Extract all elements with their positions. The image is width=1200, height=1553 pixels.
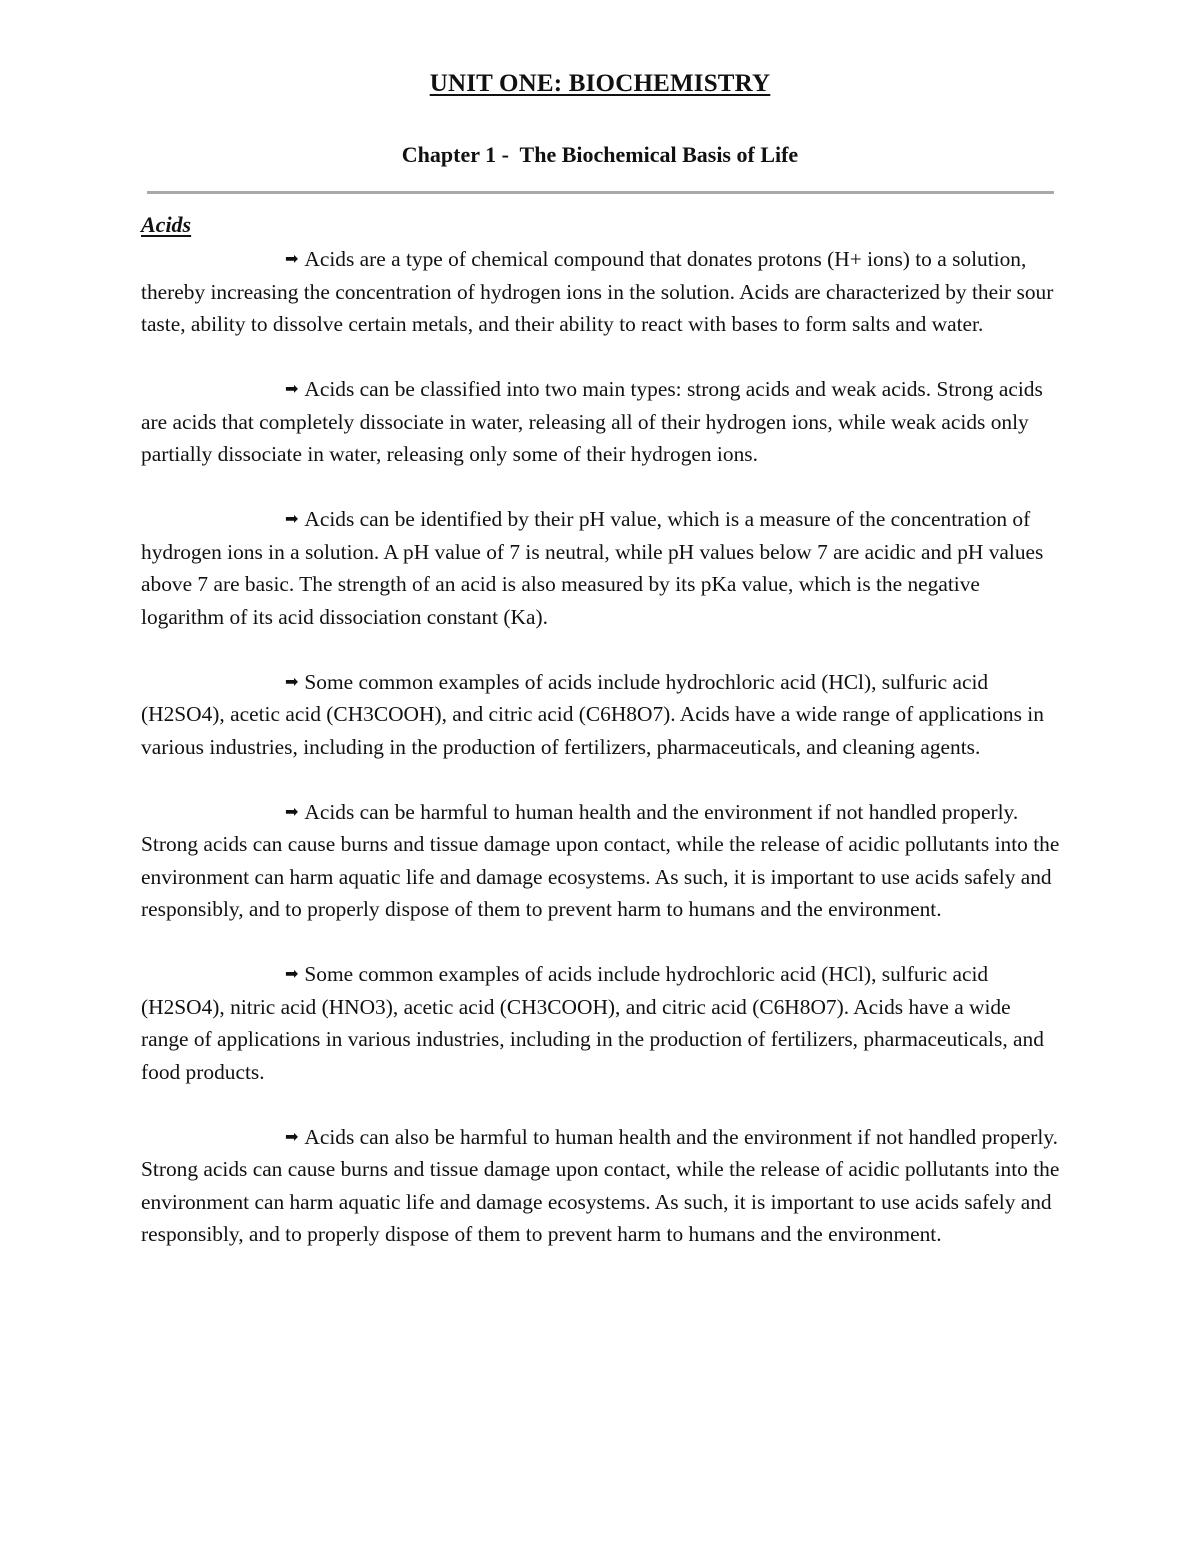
paragraph-text: Acids can be harmful to human health and the environment if not handled properly. Strong acids can cause burns and tissue damage upon contact, while the release of acidic pollutants into the environment can harm aquatic life and damage ecosystems. As such, it is important to use acids safely and responsibly, and to properly dispose of them to prevent harm to humans and the environment. [141, 799, 1060, 921]
right-arrow-icon: ➡ [285, 964, 299, 983]
paragraph [141, 796, 1061, 926]
paragraph-text: Acids can be classified into two main types: strong acids and weak acids. Strong acids are acids that completely dissociate in water, releasing all of their hydrogen ions, while weak acids only partially dissociate in water, releasing only some of their hydrogen ions. [141, 377, 1043, 466]
unit-title: UNIT ONE: BIOCHEMISTRY [429, 70, 771, 97]
paragraph-text: Acids are a type of chemical compound that donates protons (H+ ions) to a solution, thereby increasing the concentration of hydrogen ions in the solution. Acids are characterized by their sour taste, ability to dissolve certain metals, and their ability to react with bases to form salts and water. [141, 247, 1054, 336]
section-heading-acids: Acids [141, 212, 192, 237]
paragraph-text: Some common examples of acids include hydrochloric acid (HCl), sulfuric acid (H2SO4), acetic acid (CH3COOH), and citric acid (C6H8O7). Acids have a wide range of applications in various industries, including in the production of fertilizers, pharmaceuticals, and cleaning agents. [141, 669, 1044, 759]
chapter-title: Chapter 1 - The Biochemical Basis of Life [401, 142, 799, 167]
paragraph-text: Some common examples of acids include hydrochloric acid (HCl), sulfuric acid (H2SO4), nitric acid (HNO3), acetic acid (CH3COOH), and citric acid (C6H8O7). Acids have a wide range of applications in various industries, including in the production of fertilizers, pharmaceuticals, and food products. [141, 962, 1044, 1084]
paragraph-text: Acids can also be harmful to human health and the environment if not handled properly. Strong acids can cause burns and tissue damage upon contact, while the release of acidic pollutants into the environment can harm aquatic life and damage ecosystems. As such, it is important to use acids safely and responsibly, and to properly dispose of them to prevent harm to humans and the environment. [141, 1124, 1060, 1246]
paragraph [141, 373, 1061, 471]
right-arrow-icon: ➡ [285, 1126, 299, 1146]
right-arrow-icon: ➡ [285, 509, 299, 528]
paragraph-text: Acids can be identified by their pH value, which is a measure of the concentration of hydrogen ions in a solution. A pH value of 7 is neutral, while pH values below 7 are acidic and pH values above 7 are basic. The strength of an acid is also measured by its pKa value, which is the negative logarithm of its acid dissociation constant (Ka). [141, 507, 1044, 629]
right-arrow-icon: ➡ [285, 671, 299, 691]
paragraph [141, 243, 1061, 341]
right-arrow-icon: ➡ [285, 801, 299, 821]
right-arrow-icon: ➡ [285, 379, 299, 398]
paragraph [141, 666, 1061, 764]
paragraph [141, 1121, 1061, 1251]
horizontal-divider [147, 191, 1054, 194]
paragraph [141, 958, 1061, 1088]
document-body [141, 243, 1061, 1283]
paragraph [141, 503, 1061, 633]
right-arrow-icon: ➡ [285, 249, 299, 268]
